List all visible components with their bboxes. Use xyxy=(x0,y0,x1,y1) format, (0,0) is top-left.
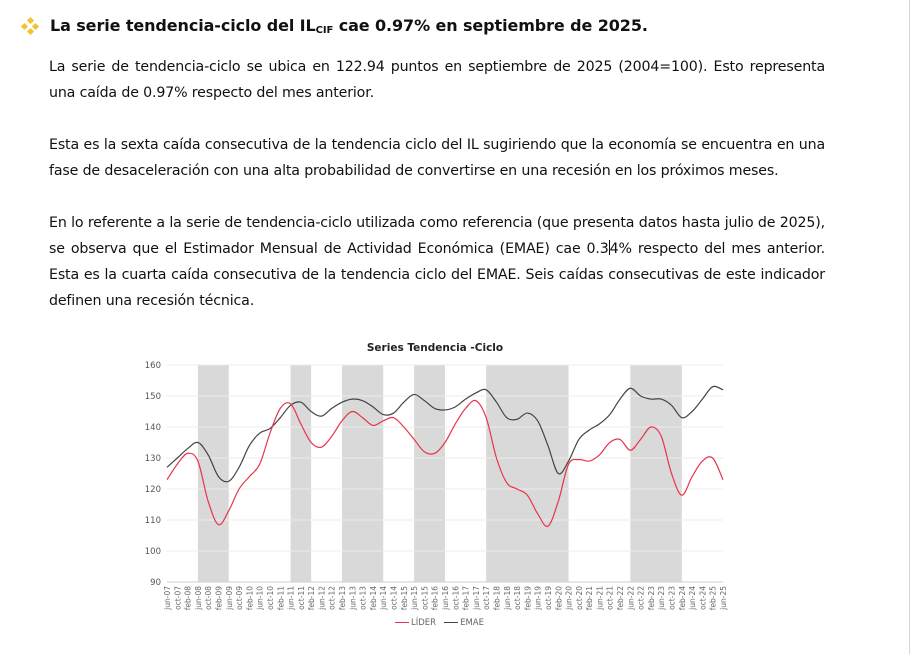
y-tick-label: 120 xyxy=(144,485,161,495)
x-tick-label: oct-20 xyxy=(574,586,584,610)
y-tick-label: 100 xyxy=(144,547,161,557)
chart-canvas xyxy=(130,338,740,638)
x-tick-label: feb-19 xyxy=(523,586,533,611)
heading-text: La serie tendencia-ciclo del $IL_{CIF}$ cae 0.97% en septiembre de 2025. xyxy=(50,16,648,36)
chart-legend xyxy=(395,618,484,628)
x-tick-label: feb-12 xyxy=(307,586,317,611)
x-tick-label: feb-16 xyxy=(430,586,440,611)
x-tick-label: jun-16 xyxy=(441,586,450,610)
x-tick-label: jun-24 xyxy=(688,586,698,610)
x-tick-label: oct-22 xyxy=(636,586,646,610)
x-tick-label: jun-10 xyxy=(255,586,265,610)
x-tick-label: feb-17 xyxy=(461,586,471,611)
x-tick-label: feb-25 xyxy=(708,586,718,611)
x-tick-label: jun-11 xyxy=(286,586,296,610)
x-tick-label: feb-21 xyxy=(585,586,595,611)
x-tick-label: jun-17 xyxy=(471,586,481,610)
x-tick-label: jun-13 xyxy=(348,586,358,610)
x-tick-label: oct-13 xyxy=(358,586,368,610)
y-tick-label: 160 xyxy=(144,361,161,371)
x-tick-label: oct-24 xyxy=(698,586,708,610)
y-tick-label: 110 xyxy=(144,516,161,526)
x-tick-label: jun-08 xyxy=(193,586,203,610)
x-tick-label: oct-23 xyxy=(667,586,677,610)
y-tick-label: 130 xyxy=(144,454,161,464)
x-tick-label: feb-18 xyxy=(492,586,502,611)
page-border xyxy=(909,0,910,654)
x-tick-label: jun-20 xyxy=(564,586,574,610)
x-tick-label: oct-16 xyxy=(451,586,461,610)
recession-band xyxy=(486,365,568,582)
y-tick-label: 140 xyxy=(144,423,161,433)
x-tick-label: jun-07 xyxy=(163,586,172,610)
x-tick-label: oct-19 xyxy=(543,586,553,610)
x-tick-label: oct-10 xyxy=(265,586,275,610)
paragraph-3: En lo referente a la serie de tendencia-ciclo utilizada como referencia (que presenta datos hasta julio de 2025), se observa que el Estimador Mensual de Actividad Económica (EMAE) cae 0.34% respecto del mes anterior. Esta es la cuarta caída consecutiva de la tendencia ciclo del EMAE. Seis caídas consecutivas de este indicador definen una recesión técnica. xyxy=(49,215,825,309)
x-tick-label: feb-20 xyxy=(554,586,564,611)
x-tick-label: jun-09 xyxy=(224,586,234,610)
x-tick-label: oct-11 xyxy=(296,586,306,610)
x-tick-label: oct-08 xyxy=(204,586,214,610)
x-tick-label: feb-22 xyxy=(616,586,626,611)
x-tick-label: oct-09 xyxy=(235,586,245,610)
recession-band xyxy=(342,365,383,582)
section-heading xyxy=(22,16,648,36)
x-tick-label: jun-19 xyxy=(533,586,543,610)
x-tick-label: oct-21 xyxy=(605,586,615,610)
y-tick-label: 150 xyxy=(144,392,161,402)
y-tick-label: 90 xyxy=(150,578,161,588)
recession-band xyxy=(630,365,681,582)
legend-item-lider: LÍDER xyxy=(395,618,436,628)
x-tick-label: jun-18 xyxy=(502,586,512,610)
chart-title: Series Tendencia -Ciclo xyxy=(366,342,504,354)
x-tick-label: feb-13 xyxy=(338,586,348,611)
x-tick-label: jun-14 xyxy=(379,586,389,610)
legend-item-emae: EMAE xyxy=(444,618,484,628)
x-tick-label: jun-12 xyxy=(317,586,327,610)
x-tick-label: oct-07 xyxy=(173,586,183,610)
x-tick-label: feb-24 xyxy=(677,586,687,611)
x-tick-label: jun-15 xyxy=(410,586,420,610)
heading-subscript: CIF xyxy=(315,25,334,36)
x-tick-label: oct-14 xyxy=(389,586,399,610)
x-tick-label: feb-09 xyxy=(214,586,224,611)
recession-band xyxy=(414,365,445,582)
four-diamond-bullet-icon xyxy=(22,18,38,34)
x-tick-label: jun-21 xyxy=(595,586,605,610)
x-tick-label: feb-23 xyxy=(646,586,656,611)
x-tick-label: feb-10 xyxy=(245,586,255,611)
x-tick-label: jun-22 xyxy=(626,586,636,610)
x-tick-label: feb-08 xyxy=(183,586,193,611)
x-tick-label: oct-18 xyxy=(513,586,523,610)
x-tick-label: oct-17 xyxy=(482,586,492,610)
x-tick-label: oct-12 xyxy=(327,586,337,610)
recession-band xyxy=(291,365,312,582)
x-tick-label: feb-11 xyxy=(276,586,286,611)
x-tick-label: jun-25 xyxy=(719,586,728,610)
x-tick-label: jun-23 xyxy=(657,586,667,610)
x-tick-label: oct-15 xyxy=(420,586,430,610)
x-tick-label: feb-14 xyxy=(368,586,378,611)
paragraph-1: La serie de tendencia-ciclo se ubica en 122.94 puntos en septiembre de 2025 (2004=100). Esto representa una caída de 0.97% respecto del mes anterior. xyxy=(49,59,825,101)
recession-band xyxy=(198,365,229,582)
trend-cycle-chart xyxy=(130,338,740,638)
x-tick-label: feb-15 xyxy=(399,586,409,611)
paragraph-2: Esta es la sexta caída consecutiva de la tendencia ciclo del IL sugiriendo que la economía se encuentra en una fase de desaceleración con una alta probabilidad de convertirse en una recesión en los próximos meses. xyxy=(49,137,825,179)
